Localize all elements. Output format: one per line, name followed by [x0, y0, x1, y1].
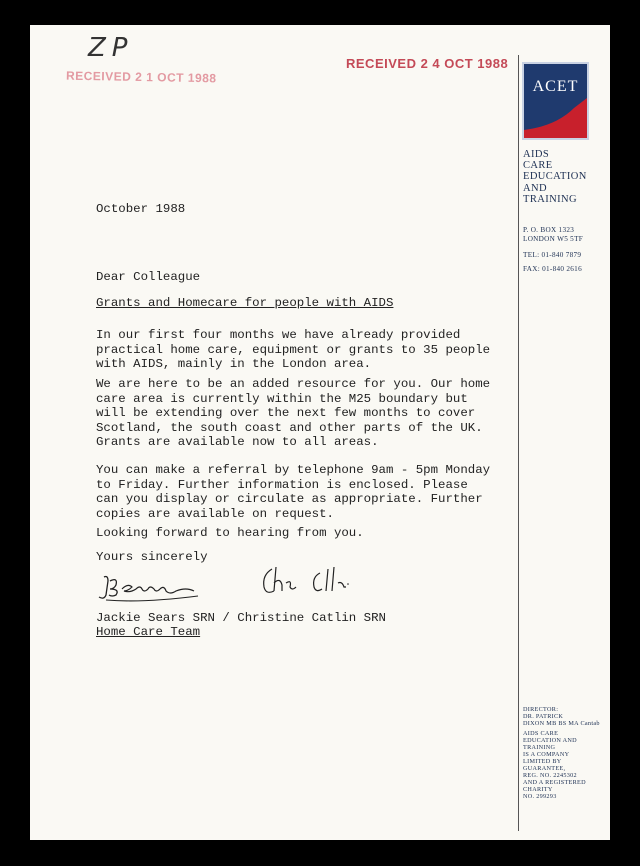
company-line: LIMITED BY — [523, 758, 562, 765]
received-stamp-faded: RECEIVED 2 1 OCT 1988 — [65, 68, 217, 86]
logo-text: ACET — [532, 78, 579, 95]
address — [523, 226, 583, 243]
address-line: LONDON W5 5TF — [523, 234, 584, 243]
closing-line: Looking forward to hearing from you. — [96, 526, 364, 540]
company-line: AND A REGISTERED — [523, 779, 586, 786]
letter-date: October 1988 — [96, 202, 186, 216]
org-name-line: EDUCATION — [523, 171, 587, 183]
received-stamp: RECEIVED 2 4 OCT 1988 — [346, 56, 509, 71]
company-line: CHARITY — [523, 786, 553, 793]
company-info — [523, 730, 586, 800]
org-name-line: AND — [523, 182, 547, 194]
paragraph-1: In our first four months we have already provided practical home care, equipment or grants to 35 people with AIDS, mainly in the London area. — [96, 328, 491, 371]
company-line: AIDS CARE — [523, 730, 559, 737]
letter-page — [30, 25, 610, 840]
acet-logo — [522, 62, 589, 140]
logo-red-swoosh-icon — [524, 64, 589, 140]
director-info — [523, 706, 600, 727]
signatories: Jackie Sears SRN / Christine Catlin SRN — [96, 611, 386, 625]
fax: FAX: 01-840 2616 — [523, 265, 582, 273]
org-name-line: AIDS — [523, 149, 550, 160]
paragraph-3: You can make a referral by telephone 9am - 5pm Monday to Friday. Further information is enclosed. Please can you display or circulate as appropriate. Further copies are available on request. — [96, 463, 491, 521]
sign-off: Yours sincerely — [96, 550, 208, 564]
team-name: Home Care Team — [96, 625, 201, 639]
company-line: TRAINING — [523, 744, 556, 751]
org-name-line: TRAINING — [523, 193, 577, 205]
director-line: DR. PATRICK — [523, 713, 564, 720]
paragraph-2: We are here to be an added resource for you. Our home care area is currently within the M25 boundary but will be extending over the next few months to cover Scotland, the south coast and other parts of the UK. Grants are available now to all areas. — [96, 377, 491, 449]
sidebar-divider — [518, 55, 519, 831]
org-name-line: CARE — [523, 160, 553, 172]
company-line: GUARANTEE, — [523, 765, 566, 772]
telephone: TEL: 01-840 7879 — [523, 251, 582, 259]
company-line: EDUCATION AND — [523, 737, 577, 744]
director-line: DIRECTOR: — [523, 706, 559, 713]
signature-jackie-sears — [94, 567, 214, 607]
company-line: REG. NO. 2245302 — [523, 772, 577, 779]
subject-line: Grants and Homecare for people with AIDS — [96, 296, 394, 310]
signature-christine-catlin — [258, 561, 388, 601]
address-line: P. O. BOX 1323 — [523, 226, 575, 234]
salutation: Dear Colleague — [96, 270, 201, 284]
org-name — [523, 149, 587, 205]
handwritten-initials: ZP — [88, 33, 134, 63]
company-line: IS A COMPANY — [523, 751, 570, 758]
company-line: NO. 299293 — [523, 793, 557, 800]
director-line: DIXON MB BS MA Cantab — [523, 720, 600, 727]
